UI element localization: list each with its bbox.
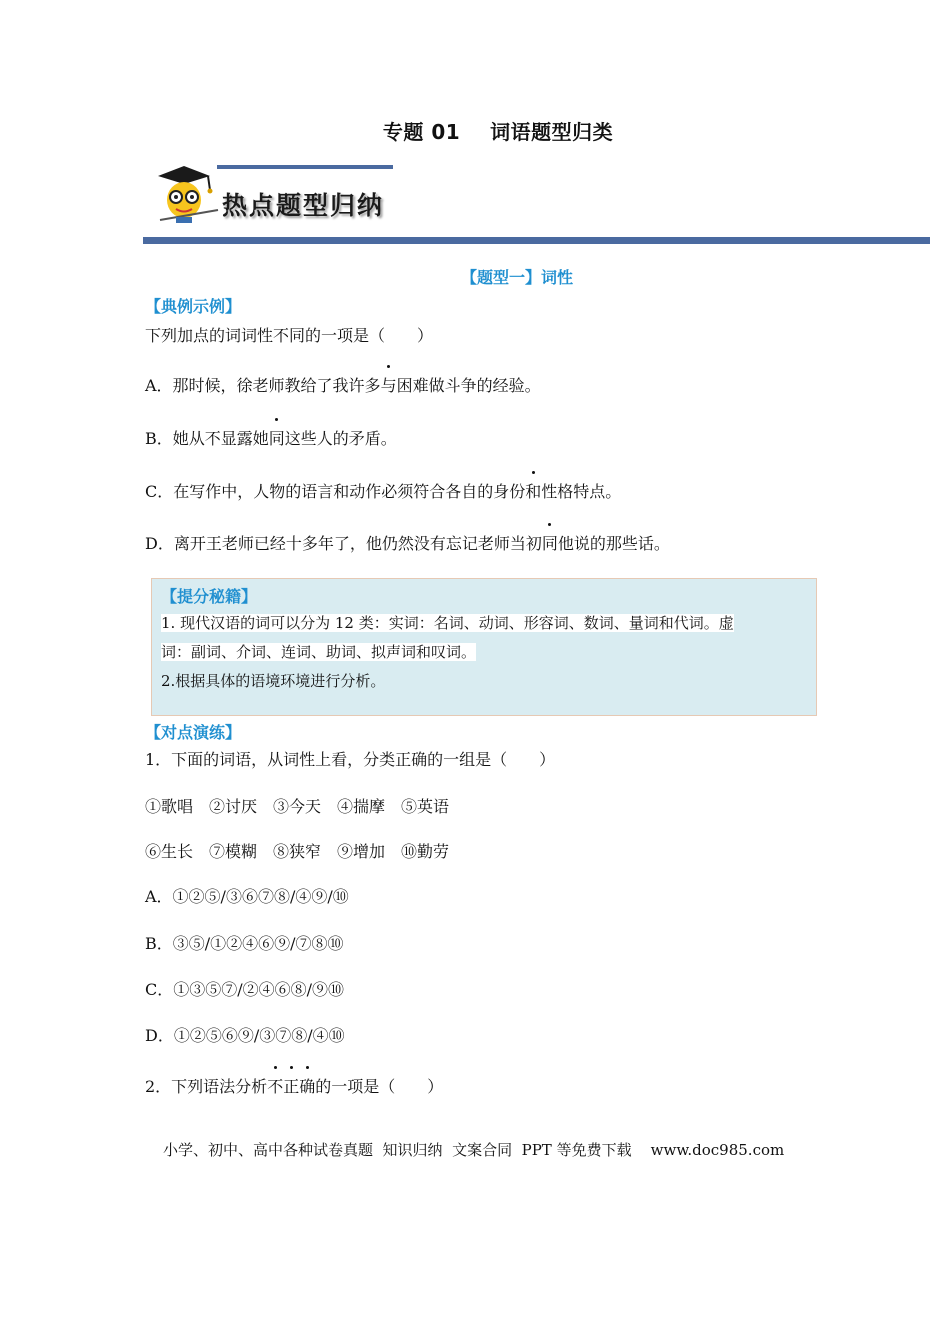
practice-q1-question: 1．下面的词语，从词性上看，分类正确的一组是（ ）: [145, 750, 556, 769]
banner-top-line: [217, 165, 393, 169]
practice-q1-words-1: ①歌唱 ②讨厌 ③今天 ④揣摩 ⑤英语: [145, 797, 450, 816]
emphasis-dot-word: 不: [267, 1074, 283, 1097]
tips-line-2: 词：副词、介词、连词、助词、拟声词和叹词。: [161, 643, 477, 661]
emphasis-dot-word: 和: [525, 479, 541, 502]
practice-q1-option-c: C．①③⑤⑦/②④⑥⑧/⑨⑩: [145, 980, 345, 999]
tips-title: 【提分秘籍】: [161, 587, 258, 606]
emphasis-dot-word: 同: [269, 426, 285, 449]
emphasis-dot-word: 确: [299, 1074, 315, 1097]
tips-line-3: 2.根据具体的语境环境进行分析。: [161, 672, 386, 690]
tips-line-1: 1. 现代汉语的词可以分为 12 类：实词：名词、动词、形容词、数词、量词和代词。虚: [161, 614, 734, 632]
banner-rule: [143, 237, 930, 244]
practice-q1-words-2: ⑥生长 ⑦模糊 ⑧狭窄 ⑨增加 ⑩勤劳: [145, 842, 450, 861]
example-option-d: D．离开王老师已经十多年了，他仍然没有忘记老师当初同他说的那些话。: [145, 531, 670, 554]
graduate-mascot-icon: [150, 162, 222, 228]
practice-q1-option-a: A．①②⑤/③⑥⑦⑧/④⑨/⑩: [145, 887, 349, 906]
page-title: 专题 01 词语题型归类: [382, 120, 614, 144]
emphasis-dot-word: 同: [542, 531, 558, 554]
practice-q1-option-d: D．①②⑤⑥⑨/③⑦⑧/④⑩: [145, 1026, 345, 1045]
practice-q2-question: 2．下列语法分析不正确的一项是（ ）: [145, 1074, 443, 1097]
example-label: 【典例示例】: [145, 297, 242, 316]
banner-heading: 热点题型归纳: [222, 191, 385, 220]
section-title: 【题型一】词性: [460, 268, 573, 287]
example-option-b: B．她从不显露她同这些人的矛盾。: [145, 426, 397, 449]
practice-label: 【对点演练】: [145, 723, 242, 742]
practice-q1-option-b: B．③⑤/①②④⑥⑨/⑦⑧⑩: [145, 934, 344, 953]
example-option-a: A．那时候，徐老师教给了我许多与困难做斗争的经验。: [145, 373, 541, 396]
example-option-c: C．在写作中，人物的语言和动作必须符合各自的身份和性格特点。: [145, 479, 621, 502]
emphasis-dot-word: 正: [283, 1074, 299, 1097]
emphasis-dot-word: 与: [381, 373, 397, 396]
example-question: 下列加点的词词性不同的一项是（ ）: [145, 326, 434, 345]
page-footer: 小学、初中、高中各种试卷真题 知识归纳 文案合同 PPT 等免费下载 www.doc985.com: [163, 1141, 785, 1159]
